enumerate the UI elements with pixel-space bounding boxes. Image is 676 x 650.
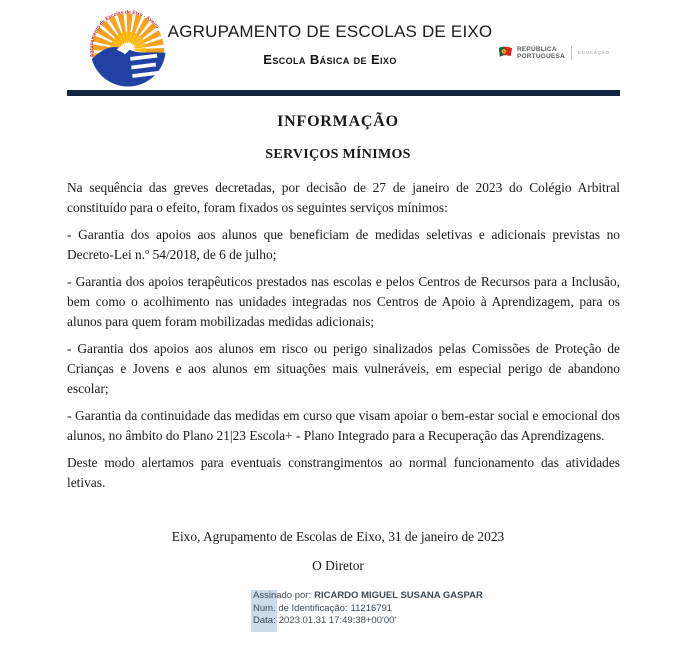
- date-label: Data:: [253, 615, 276, 626]
- gov-name: [517, 46, 565, 60]
- gov-divider: [571, 46, 572, 60]
- org-title-block: [155, 22, 505, 67]
- body-text: [67, 178, 620, 493]
- gov-name-line2: PORTUGUESA: [517, 52, 565, 60]
- paragraph: - Garantia dos apoios aos alunos em risco ou perigo sinalizados pelas Comissões de Proteção de Crianças e Jovens e aos alunos em situações mais vulneráveis, em especial perigo de abandono escolar;: [67, 341, 620, 396]
- place-date-line: Eixo, Agrupamento de Escolas de Eixo, 31 de janeiro de 2023: [171, 529, 505, 544]
- logo-arc-text: Agrupamento de Escolas de Eixo - Aveiro: [89, 10, 160, 58]
- header-rule: [67, 90, 620, 96]
- paragraph: Na sequência das greves decretadas, por decisão de 27 de janeiro de 2023 do Colégio Arbitral constituído para o efeito, foram fixados os seguintes serviços mínimos:: [67, 180, 620, 215]
- id-value: 11216791: [350, 602, 393, 614]
- signatory-role: O Diretor: [312, 558, 364, 573]
- paragraph: - Garantia dos apoios aos alunos que beneficiam de medidas seletivas e adicionais previstas no Decreto-Lei n.º 54/2018, de 6 de julho;: [67, 227, 620, 262]
- org-name: AGRUPAMENTO DE ESCOLAS DE EIXO: [167, 22, 493, 41]
- date-value: 2023.01.31 17:49:38+00'00': [278, 615, 397, 626]
- paragraph: - Garantia dos apoios terapêuticos prestados nas escolas e pelos Centros de Recursos para a Inclusão, bem como o acolhimento nas unidades integradas nos Centros de Apoio à Aprendizagem, para os alunos para quem foram mobilizadas medidas adicionais;: [67, 274, 620, 329]
- signed-by-name: RICARDO MIGUEL SUSANA GASPAR: [314, 590, 483, 601]
- signed-by-label: Assinado por:: [253, 590, 312, 601]
- gov-dept: EDUCAÇÃO: [577, 50, 610, 55]
- doc-subtitle: SERVIÇOS MÍNIMOS: [265, 147, 411, 162]
- id-label: Num. de Identificação:: [253, 602, 348, 614]
- school-name: Escola Básica de Eixo: [263, 52, 397, 67]
- gov-logo: [498, 45, 610, 60]
- gov-name-line1: REPÚBLICA: [517, 45, 557, 53]
- portugal-flag-icon: [498, 45, 513, 60]
- paragraph: Deste modo alertamos para eventuais constrangimentos ao normal funcionamento das atividades letivas.: [67, 455, 620, 490]
- header: [0, 0, 676, 90]
- date-line: [253, 615, 483, 628]
- paragraph: - Garantia da continuidade das medidas em curso que visam apoiar o bem-estar social e emocional dos alunos, no âmbito do Plano 21|23 Escola+ - Plano Integrado para a Recuperação das Aprendizagens.: [67, 408, 620, 443]
- doc-title: INFORMAÇÃO: [277, 113, 399, 130]
- digital-signature-block: [253, 590, 483, 628]
- id-line: [253, 603, 483, 616]
- signed-by-line: [253, 590, 483, 603]
